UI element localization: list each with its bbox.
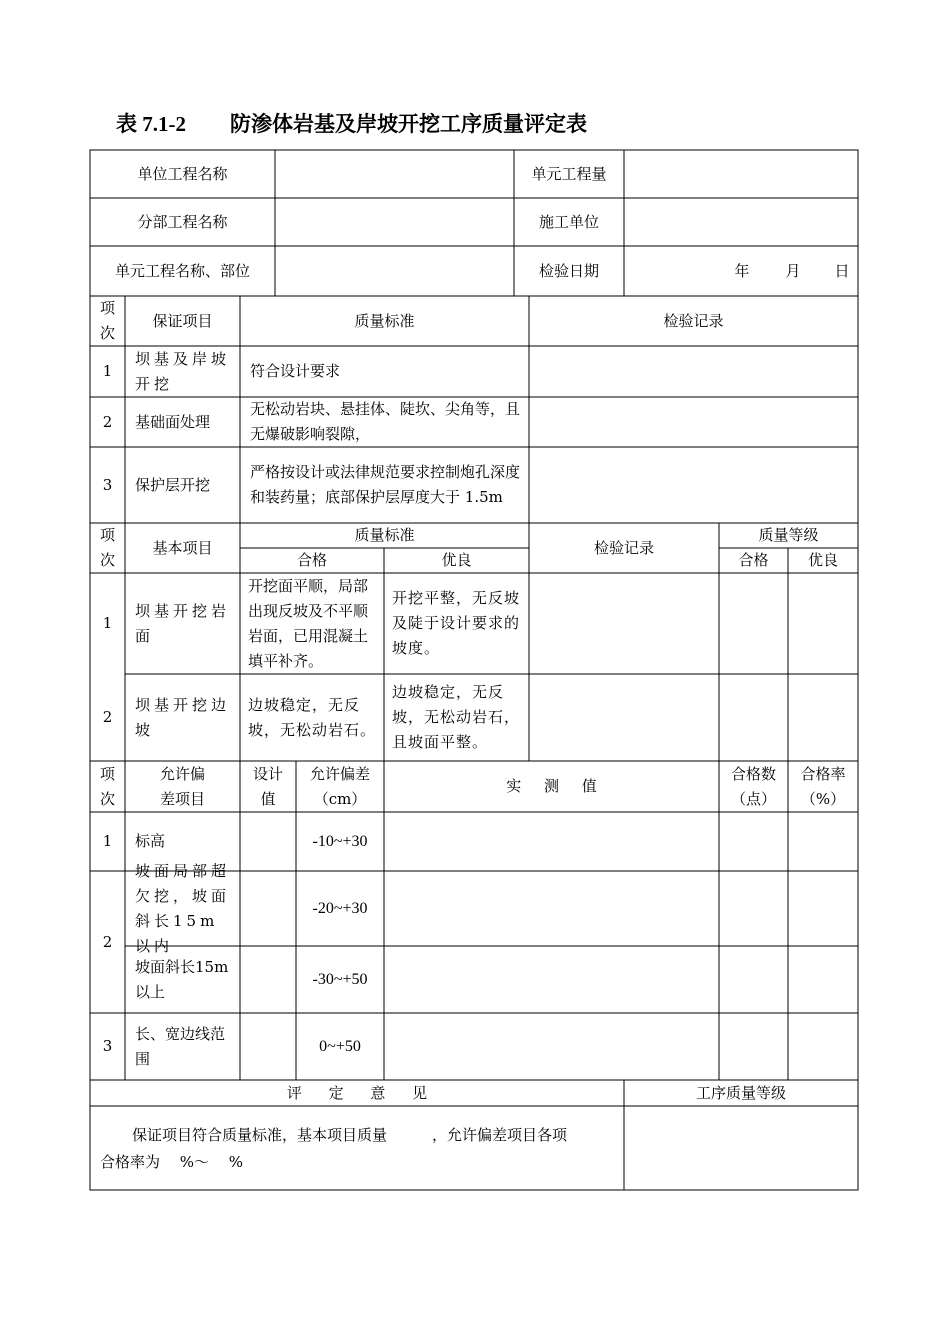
tolerance-row-2-pass-rate[interactable] [788,871,858,946]
basic-col-grade: 质量等级 [758,526,819,544]
tolerance-row-1-tolerance: -10~+30 [312,833,368,850]
evaluation-text-line-1: 保证项目符合质量标准，基本项目质量 ，允许偏差项目各项 [132,1126,568,1144]
basic-row-2-pass: 边坡稳定，无反坡，无松动岩石。 [248,695,377,739]
tolerance-row-3-item: 长、宽边线范围 [135,1024,226,1068]
guarantee-row-2-item: 基础面处理 [135,412,211,431]
basic-col-pass: 合格 [296,551,327,569]
tolerance-row-3-tolerance: 0~+50 [319,1038,361,1055]
date-month: 月 [785,261,801,280]
tolerance-row-2b-pass-count[interactable] [719,946,788,1013]
inspection-date-label: 检验日期 [538,261,599,280]
basic-row-1-no: 1 [102,614,113,632]
basic-row-2-item: 坝基开挖边坡 [135,695,231,739]
guarantee-row-1-no: 1 [102,362,113,380]
guarantee-row-3-no: 3 [102,475,113,494]
date-day: 日 [834,261,850,280]
basic-col-record: 检验记录 [593,538,654,557]
element-project-label: 单元工程名称、部位 [114,261,250,280]
guarantee-row-2-no: 2 [102,412,113,431]
guarantee-col-no: 项次 [99,299,115,342]
tolerance-col-pass-count: 合格数（点） [730,764,776,808]
unit-project-value[interactable] [275,150,514,198]
basic-col-standard: 质量标准 [354,526,415,544]
basic-row-1-good: 开挖平整，无反坡及陡于设计要求的坡度。 [392,589,521,657]
division-project-label: 分部工程名称 [137,212,228,231]
basic-col-item: 基本项目 [152,538,213,557]
basic-row-1-grade-pass[interactable] [719,573,788,674]
tolerance-row-3-pass-rate[interactable] [788,1013,858,1080]
unit-project-label: 单位工程名称 [137,164,228,183]
guarantee-row-3-record[interactable] [529,447,858,523]
tolerance-row-1-no: 1 [102,832,113,850]
tolerance-row-3-measured[interactable] [384,1013,719,1080]
element-project-value[interactable] [275,246,514,296]
tolerance-row-1-item: 标高 [135,832,166,850]
date-year: 年 [734,261,750,280]
division-project-value[interactable] [275,198,514,246]
tolerance-row-2-design[interactable] [240,871,296,946]
tolerance-row-2-no: 2 [102,932,113,951]
tolerance-row-1-design[interactable] [240,812,296,871]
basic-row-2-grade-good[interactable] [788,674,858,761]
basic-row-2-grade-pass[interactable] [719,674,788,761]
tolerance-row-2b-design[interactable] [240,946,296,1013]
contractor-value[interactable] [624,198,858,246]
basic-col-grade-good: 优良 [807,551,838,569]
tolerance-row-2-measured[interactable] [384,871,719,946]
basic-row-2-good: 边坡稳定，无反坡，无松动岩石，且坡面平整。 [392,683,521,751]
basic-row-1-grade-good[interactable] [788,573,858,674]
basic-row-1-record[interactable] [529,573,719,674]
evaluation-opinion-label: 评 定 意 见 [286,1083,428,1102]
tolerance-row-3-pass-count[interactable] [719,1013,788,1080]
tolerance-col-design: 设计值 [252,764,283,808]
guarantee-row-1-standard: 符合设计要求 [250,362,341,380]
basic-row-1-pass: 开挖面平顺，局部出现反坡及不平顺岩面，已用混凝土填平补齐。 [248,576,369,670]
tolerance-row-1-pass-rate[interactable] [788,812,858,871]
table-number: 表 7.1-2 [116,112,186,136]
guarantee-row-3-standard: 严格按设计或法律规范要求控制炮孔深度和装药量；底部保护层厚度大于 1.5m [250,463,521,506]
basic-col-no: 项次 [99,526,115,569]
basic-row-1-item: 坝基开挖岩面 [135,601,231,645]
tolerance-row-2-pass-count[interactable] [719,871,788,946]
tolerance-row-2-item: 坡面局部超欠挖，坡面斜长15m以内 [135,861,231,955]
tolerance-row-2b-pass-rate[interactable] [788,946,858,1013]
basic-col-grade-pass: 合格 [738,551,769,569]
basic-row-2-record[interactable] [529,674,719,761]
tolerance-row-2b-item: 坡面斜长15m以上 [135,957,229,1001]
tolerance-row-3-no: 3 [102,1037,113,1055]
basic-row-2-no: 2 [102,708,113,726]
tolerance-col-tolerance: 允许偏差（cm） [309,764,370,808]
guarantee-row-2-record[interactable] [529,397,858,447]
guarantee-col-record: 检验记录 [663,311,724,330]
contractor-label: 施工单位 [538,212,599,231]
tolerance-row-2b-measured[interactable] [384,946,719,1013]
guarantee-row-1-record[interactable] [529,346,858,397]
guarantee-col-standard: 质量标准 [354,311,415,330]
unit-quantity-label: 单元工程量 [531,164,607,183]
guarantee-col-item: 保证项目 [152,311,213,330]
tolerance-row-2-tolerance: -20~+30 [312,900,368,917]
evaluation-grade-value[interactable] [624,1106,858,1190]
guarantee-row-3-item: 保护层开挖 [135,475,211,494]
tolerance-col-pass-rate: 合格率（%） [800,764,846,808]
evaluation-grade-label: 工序质量等级 [695,1083,786,1102]
table-title-text: 防渗体岩基及岸坡开挖工序质量评定表 [230,111,587,136]
tolerance-col-item: 允许偏差项目 [159,764,205,808]
tolerance-col-measured: 实 测 值 [506,777,597,795]
guarantee-row-2-standard: 无松动岩块、悬挂体、陡坎、尖角等，且无爆破影响裂隙， [250,400,521,443]
tolerance-row-1-pass-count[interactable] [719,812,788,871]
tolerance-col-no: 项次 [99,764,115,808]
guarantee-row-1-item: 坝基及岸坡开挖 [135,349,231,393]
evaluation-opinion-text [90,1122,624,1176]
unit-quantity-value[interactable] [624,150,858,198]
tolerance-row-3-design[interactable] [240,1013,296,1080]
tolerance-row-1-measured[interactable] [384,812,719,871]
tolerance-row-2b-tolerance: -30~+50 [312,971,368,988]
evaluation-text-line-2: 合格率为 %～ % [100,1153,244,1171]
basic-col-good: 优良 [441,551,472,569]
